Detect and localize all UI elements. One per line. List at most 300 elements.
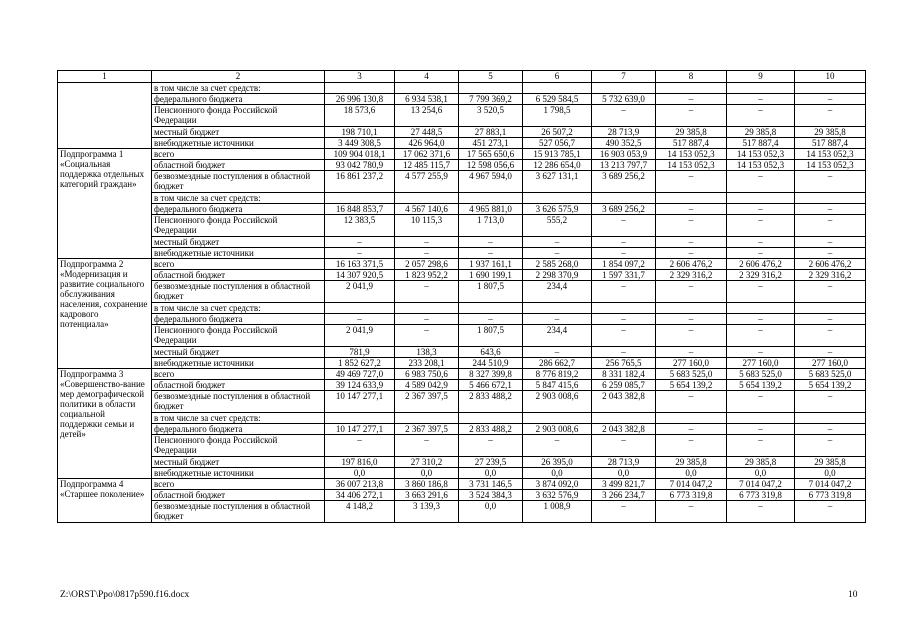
value-cell: 28 713,9 bbox=[592, 457, 656, 468]
value-cell: 244 510,9 bbox=[459, 358, 523, 369]
value-cell: – bbox=[795, 94, 866, 105]
value-cell: 3 731 146,5 bbox=[459, 479, 523, 490]
value-cell: 27 448,5 bbox=[395, 127, 459, 138]
value-cell: 1 597 331,7 bbox=[592, 270, 656, 281]
value-cell: 3 626 575,9 bbox=[523, 204, 592, 215]
value-cell: – bbox=[459, 314, 523, 325]
value-cell: 6 773 319,8 bbox=[656, 490, 727, 501]
value-cell: 3 524 384,3 bbox=[459, 490, 523, 501]
table-row bbox=[58, 259, 866, 270]
value-cell: 3 139,3 bbox=[395, 501, 459, 523]
program-name-cell: Подпрограмма 2 «Модернизация и развитие социального обслуживания населения, сохранение кадрового потенциала» bbox=[58, 259, 152, 369]
value-cell: – bbox=[592, 215, 656, 237]
funding-source-cell: всего bbox=[152, 149, 325, 160]
value-cell bbox=[727, 193, 795, 204]
value-cell: 2 367 397,5 bbox=[395, 391, 459, 413]
table-body bbox=[58, 83, 866, 523]
value-cell: – bbox=[395, 435, 459, 457]
value-cell: – bbox=[727, 391, 795, 413]
value-cell: – bbox=[727, 237, 795, 248]
value-cell: – bbox=[795, 501, 866, 523]
value-cell bbox=[325, 413, 395, 424]
value-cell: 3 632 576,9 bbox=[523, 490, 592, 501]
value-cell: 5 654 139,2 bbox=[795, 380, 866, 391]
value-cell: 27 239,5 bbox=[459, 457, 523, 468]
value-cell: 4 965 881,0 bbox=[459, 204, 523, 215]
value-cell: 39 124 633,9 bbox=[325, 380, 395, 391]
value-cell: 7 014 047,2 bbox=[795, 479, 866, 490]
value-cell: 34 406 272,1 bbox=[325, 490, 395, 501]
value-cell: 0,0 bbox=[395, 468, 459, 479]
value-cell: – bbox=[795, 204, 866, 215]
value-cell: 29 385,8 bbox=[795, 457, 866, 468]
value-cell: – bbox=[656, 204, 727, 215]
value-cell: 3 689 256,2 bbox=[592, 171, 656, 193]
value-cell: 0,0 bbox=[523, 468, 592, 479]
funding-source-cell: областной бюджет bbox=[152, 380, 325, 391]
value-cell: 49 469 727,0 bbox=[325, 369, 395, 380]
value-cell: 17 062 371,6 bbox=[395, 149, 459, 160]
column-header: 1 bbox=[58, 71, 152, 83]
table-row bbox=[58, 347, 866, 358]
funding-source-cell: местный бюджет bbox=[152, 237, 325, 248]
value-cell bbox=[459, 303, 523, 314]
value-cell: 0,0 bbox=[459, 468, 523, 479]
value-cell bbox=[395, 83, 459, 94]
value-cell: 2 329 316,2 bbox=[656, 270, 727, 281]
value-cell: 6 529 584,5 bbox=[523, 94, 592, 105]
value-cell: 29 385,8 bbox=[727, 457, 795, 468]
table-row bbox=[58, 270, 866, 281]
value-cell: – bbox=[795, 105, 866, 127]
value-cell: 3 860 186,8 bbox=[395, 479, 459, 490]
table-row bbox=[58, 171, 866, 193]
value-cell: – bbox=[656, 281, 727, 303]
value-cell: 7 014 047,2 bbox=[656, 479, 727, 490]
value-cell: – bbox=[656, 347, 727, 358]
value-cell: – bbox=[727, 424, 795, 435]
value-cell: 517 887,4 bbox=[656, 138, 727, 149]
value-cell: 109 904 018,1 bbox=[325, 149, 395, 160]
value-cell bbox=[592, 83, 656, 94]
value-cell: 3 689 256,2 bbox=[592, 204, 656, 215]
value-cell bbox=[325, 193, 395, 204]
value-cell: 14 153 052,3 bbox=[656, 160, 727, 171]
value-cell: – bbox=[523, 248, 592, 259]
table-row bbox=[58, 83, 866, 94]
value-cell: – bbox=[395, 314, 459, 325]
table-row bbox=[58, 160, 866, 171]
table-row bbox=[58, 468, 866, 479]
value-cell: – bbox=[656, 94, 727, 105]
value-cell: 0,0 bbox=[656, 468, 727, 479]
value-cell: 5 466 672,1 bbox=[459, 380, 523, 391]
value-cell: – bbox=[656, 237, 727, 248]
value-cell bbox=[727, 413, 795, 424]
value-cell: 2 043 382,8 bbox=[592, 424, 656, 435]
value-cell: 29 385,8 bbox=[656, 127, 727, 138]
table-row bbox=[58, 105, 866, 127]
value-cell: 643,6 bbox=[459, 347, 523, 358]
value-cell: – bbox=[727, 204, 795, 215]
value-cell: 286 662,7 bbox=[523, 358, 592, 369]
value-cell: 4 577 255,9 bbox=[395, 171, 459, 193]
value-cell bbox=[656, 83, 727, 94]
table-header bbox=[58, 71, 866, 83]
value-cell: – bbox=[795, 248, 866, 259]
value-cell: 13 254,6 bbox=[395, 105, 459, 127]
value-cell: 18 573,6 bbox=[325, 105, 395, 127]
value-cell bbox=[727, 303, 795, 314]
value-cell bbox=[523, 303, 592, 314]
value-cell: – bbox=[656, 171, 727, 193]
value-cell: 1 807,5 bbox=[459, 325, 523, 347]
funding-source-cell: безвозмездные поступления в областной бюджет bbox=[152, 281, 325, 303]
value-cell: – bbox=[727, 105, 795, 127]
value-cell: 14 153 052,3 bbox=[727, 160, 795, 171]
value-cell: 2 903 008,6 bbox=[523, 391, 592, 413]
value-cell: – bbox=[592, 435, 656, 457]
value-cell: 1 690 199,1 bbox=[459, 270, 523, 281]
value-cell: 2 041,9 bbox=[325, 281, 395, 303]
value-cell: 1 798,5 bbox=[523, 105, 592, 127]
value-cell: 0,0 bbox=[727, 468, 795, 479]
table-row bbox=[58, 281, 866, 303]
value-cell: 10 147 277,1 bbox=[325, 424, 395, 435]
value-cell bbox=[795, 303, 866, 314]
value-cell: – bbox=[459, 237, 523, 248]
table-row bbox=[58, 479, 866, 490]
value-cell: – bbox=[395, 237, 459, 248]
value-cell: 2 298 370,9 bbox=[523, 270, 592, 281]
value-cell: 15 913 785,1 bbox=[523, 149, 592, 160]
value-cell: 0,0 bbox=[459, 501, 523, 523]
column-header: 10 bbox=[795, 71, 866, 83]
value-cell: 1 807,5 bbox=[459, 281, 523, 303]
value-cell: 28 713,9 bbox=[592, 127, 656, 138]
value-cell: 426 964,0 bbox=[395, 138, 459, 149]
value-cell: – bbox=[656, 248, 727, 259]
value-cell: 138,3 bbox=[395, 347, 459, 358]
value-cell: – bbox=[795, 347, 866, 358]
value-cell: 16 861 237,2 bbox=[325, 171, 395, 193]
value-cell bbox=[727, 83, 795, 94]
column-header: 4 bbox=[395, 71, 459, 83]
funding-source-cell: внебюджетные источники bbox=[152, 468, 325, 479]
funding-source-cell: внебюджетные источники bbox=[152, 358, 325, 369]
value-cell: 7 799 369,2 bbox=[459, 94, 523, 105]
value-cell: 14 153 052,3 bbox=[795, 160, 866, 171]
table-row bbox=[58, 138, 866, 149]
value-cell: – bbox=[395, 325, 459, 347]
table-row bbox=[58, 149, 866, 160]
value-cell: – bbox=[795, 314, 866, 325]
program-name-cell: Подпрограмма 4 «Старшее поколение» bbox=[58, 479, 152, 523]
table-row bbox=[58, 501, 866, 523]
value-cell: – bbox=[727, 314, 795, 325]
value-cell: – bbox=[727, 215, 795, 237]
value-cell: – bbox=[395, 248, 459, 259]
value-cell: 234,4 bbox=[523, 281, 592, 303]
value-cell: 3 449 308,5 bbox=[325, 138, 395, 149]
value-cell: 3 627 131,1 bbox=[523, 171, 592, 193]
value-cell: 517 887,4 bbox=[795, 138, 866, 149]
value-cell: 3 499 821,7 bbox=[592, 479, 656, 490]
value-cell: 277 160,0 bbox=[727, 358, 795, 369]
value-cell bbox=[395, 193, 459, 204]
value-cell: – bbox=[459, 435, 523, 457]
value-cell: 5 683 525,0 bbox=[727, 369, 795, 380]
funding-source-cell: федерального бюджета bbox=[152, 424, 325, 435]
value-cell: 27 883,1 bbox=[459, 127, 523, 138]
value-cell: – bbox=[656, 391, 727, 413]
funding-source-cell: в том числе за счет средств: bbox=[152, 193, 325, 204]
value-cell: 36 007 213,8 bbox=[325, 479, 395, 490]
value-cell: – bbox=[656, 105, 727, 127]
value-cell: 16 163 371,5 bbox=[325, 259, 395, 270]
value-cell bbox=[592, 413, 656, 424]
funding-source-cell: федерального бюджета bbox=[152, 314, 325, 325]
table-row bbox=[58, 457, 866, 468]
value-cell: – bbox=[523, 347, 592, 358]
table-row bbox=[58, 435, 866, 457]
value-cell: – bbox=[325, 248, 395, 259]
value-cell: – bbox=[592, 325, 656, 347]
table-row bbox=[58, 303, 866, 314]
value-cell: 2 329 316,2 bbox=[727, 270, 795, 281]
value-cell bbox=[656, 303, 727, 314]
value-cell bbox=[795, 83, 866, 94]
funding-source-cell: всего bbox=[152, 479, 325, 490]
value-cell: 1 008,9 bbox=[523, 501, 592, 523]
value-cell: – bbox=[395, 281, 459, 303]
value-cell bbox=[795, 193, 866, 204]
value-cell: 197 816,0 bbox=[325, 457, 395, 468]
value-cell bbox=[325, 83, 395, 94]
value-cell: 14 153 052,3 bbox=[795, 149, 866, 160]
value-cell: – bbox=[592, 248, 656, 259]
value-cell: 1 823 952,2 bbox=[395, 270, 459, 281]
value-cell: 17 565 650,6 bbox=[459, 149, 523, 160]
value-cell: 198 710,1 bbox=[325, 127, 395, 138]
funding-source-cell: местный бюджет bbox=[152, 457, 325, 468]
value-cell: 10 115,3 bbox=[395, 215, 459, 237]
table-row bbox=[58, 380, 866, 391]
value-cell bbox=[325, 303, 395, 314]
program-name-cell bbox=[58, 83, 152, 149]
value-cell: – bbox=[592, 237, 656, 248]
value-cell: – bbox=[592, 105, 656, 127]
value-cell: 3 874 092,0 bbox=[523, 479, 592, 490]
value-cell bbox=[523, 193, 592, 204]
funding-source-cell: федерального бюджета bbox=[152, 94, 325, 105]
value-cell: 5 654 139,2 bbox=[727, 380, 795, 391]
value-cell: – bbox=[325, 314, 395, 325]
value-cell: – bbox=[523, 314, 592, 325]
funding-source-cell: областной бюджет bbox=[152, 270, 325, 281]
value-cell: – bbox=[795, 281, 866, 303]
value-cell: – bbox=[727, 281, 795, 303]
value-cell: 8 327 399,8 bbox=[459, 369, 523, 380]
value-cell: 1 854 097,2 bbox=[592, 259, 656, 270]
value-cell: – bbox=[727, 248, 795, 259]
value-cell: 2 043 382,8 bbox=[592, 391, 656, 413]
table-row bbox=[58, 391, 866, 413]
value-cell: – bbox=[727, 94, 795, 105]
value-cell: – bbox=[795, 237, 866, 248]
table-row bbox=[58, 490, 866, 501]
value-cell: 3 663 291,6 bbox=[395, 490, 459, 501]
value-cell: 29 385,8 bbox=[795, 127, 866, 138]
value-cell: – bbox=[656, 215, 727, 237]
table-row bbox=[58, 358, 866, 369]
value-cell: 2 329 316,2 bbox=[795, 270, 866, 281]
value-cell: 4 589 042,9 bbox=[395, 380, 459, 391]
funding-source-cell: в том числе за счет средств: bbox=[152, 413, 325, 424]
value-cell bbox=[395, 413, 459, 424]
value-cell: 14 307 920,5 bbox=[325, 270, 395, 281]
value-cell: – bbox=[727, 347, 795, 358]
value-cell: – bbox=[795, 424, 866, 435]
table-row bbox=[58, 215, 866, 237]
value-cell: 93 042 780,9 bbox=[325, 160, 395, 171]
value-cell: 256 765,5 bbox=[592, 358, 656, 369]
value-cell: 3 520,5 bbox=[459, 105, 523, 127]
value-cell: 12 383,5 bbox=[325, 215, 395, 237]
value-cell: 0,0 bbox=[325, 468, 395, 479]
funding-source-cell: местный бюджет bbox=[152, 347, 325, 358]
value-cell: 0,0 bbox=[795, 468, 866, 479]
funding-source-cell: внебюджетные источники bbox=[152, 248, 325, 259]
value-cell: 27 310,2 bbox=[395, 457, 459, 468]
table-row bbox=[58, 193, 866, 204]
value-cell: 5 683 525,0 bbox=[795, 369, 866, 380]
value-cell bbox=[459, 83, 523, 94]
program-name-cell: Подпрограмма 1 «Социальная поддержка отдельных категорий граждан» bbox=[58, 149, 152, 259]
value-cell: 5 654 139,2 bbox=[656, 380, 727, 391]
table-row bbox=[58, 413, 866, 424]
value-cell: 5 732 639,0 bbox=[592, 94, 656, 105]
value-cell: 490 352,5 bbox=[592, 138, 656, 149]
funding-source-cell: всего bbox=[152, 259, 325, 270]
value-cell: – bbox=[656, 325, 727, 347]
funding-source-cell: Пенсионного фонда Российской Федерации bbox=[152, 105, 325, 127]
value-cell: – bbox=[795, 171, 866, 193]
funding-source-cell: Пенсионного фонда Российской Федерации bbox=[152, 325, 325, 347]
funding-source-cell: всего bbox=[152, 369, 325, 380]
funding-source-cell: безвозмездные поступления в областной бюджет bbox=[152, 501, 325, 523]
value-cell: 5 847 415,6 bbox=[523, 380, 592, 391]
value-cell: 6 934 538,1 bbox=[395, 94, 459, 105]
value-cell: – bbox=[727, 501, 795, 523]
value-cell: 16 848 853,7 bbox=[325, 204, 395, 215]
table-row bbox=[58, 204, 866, 215]
funding-source-cell: в том числе за счет средств: bbox=[152, 303, 325, 314]
value-cell: 277 160,0 bbox=[656, 358, 727, 369]
value-cell: 451 273,1 bbox=[459, 138, 523, 149]
value-cell: – bbox=[592, 281, 656, 303]
funding-source-cell: областной бюджет bbox=[152, 160, 325, 171]
value-cell: 2 057 298,6 bbox=[395, 259, 459, 270]
value-cell: – bbox=[592, 501, 656, 523]
value-cell: 517 887,4 bbox=[727, 138, 795, 149]
value-cell bbox=[656, 413, 727, 424]
value-cell bbox=[592, 303, 656, 314]
value-cell: 1 713,0 bbox=[459, 215, 523, 237]
value-cell: 2 041,9 bbox=[325, 325, 395, 347]
value-cell: 1 937 161,1 bbox=[459, 259, 523, 270]
value-cell: 12 598 056,6 bbox=[459, 160, 523, 171]
value-cell: 2 833 488,2 bbox=[459, 424, 523, 435]
value-cell: 3 266 234,7 bbox=[592, 490, 656, 501]
value-cell: 4 567 140,6 bbox=[395, 204, 459, 215]
funding-source-cell: в том числе за счет средств: bbox=[152, 83, 325, 94]
column-header: 9 bbox=[727, 71, 795, 83]
value-cell: 527 056,7 bbox=[523, 138, 592, 149]
value-cell: – bbox=[795, 435, 866, 457]
value-cell: 234,4 bbox=[523, 325, 592, 347]
value-cell bbox=[523, 413, 592, 424]
funding-source-cell: Пенсионного фонда Российской Федерации bbox=[152, 435, 325, 457]
value-cell: 2 903 008,6 bbox=[523, 424, 592, 435]
value-cell: – bbox=[592, 347, 656, 358]
funding-source-cell: местный бюджет bbox=[152, 127, 325, 138]
value-cell: 26 996 130,8 bbox=[325, 94, 395, 105]
column-header: 8 bbox=[656, 71, 727, 83]
value-cell: – bbox=[325, 237, 395, 248]
footer-page-number: 10 bbox=[848, 590, 858, 600]
value-cell: 2 606 476,2 bbox=[656, 259, 727, 270]
value-cell: 2 606 476,2 bbox=[727, 259, 795, 270]
value-cell: – bbox=[795, 391, 866, 413]
table-row bbox=[58, 248, 866, 259]
column-header: 3 bbox=[325, 71, 395, 83]
value-cell: 277 160,0 bbox=[795, 358, 866, 369]
value-cell: 5 683 525,0 bbox=[656, 369, 727, 380]
value-cell bbox=[395, 303, 459, 314]
column-header: 5 bbox=[459, 71, 523, 83]
value-cell bbox=[592, 193, 656, 204]
value-cell: 12 485 115,7 bbox=[395, 160, 459, 171]
funding-source-cell: федерального бюджета bbox=[152, 204, 325, 215]
value-cell: 26 395,0 bbox=[523, 457, 592, 468]
value-cell bbox=[795, 413, 866, 424]
value-cell: 555,2 bbox=[523, 215, 592, 237]
value-cell: – bbox=[795, 215, 866, 237]
value-cell: 13 213 797,7 bbox=[592, 160, 656, 171]
value-cell: – bbox=[727, 171, 795, 193]
funding-source-cell: безвозмездные поступления в областной бюджет bbox=[152, 171, 325, 193]
table-row bbox=[58, 424, 866, 435]
header-row bbox=[58, 71, 866, 83]
value-cell: – bbox=[523, 435, 592, 457]
value-cell: 14 153 052,3 bbox=[656, 149, 727, 160]
value-cell: 6 259 085,7 bbox=[592, 380, 656, 391]
value-cell: 6 773 319,8 bbox=[727, 490, 795, 501]
value-cell: 14 153 052,3 bbox=[727, 149, 795, 160]
value-cell: 6 983 750,6 bbox=[395, 369, 459, 380]
value-cell: – bbox=[325, 435, 395, 457]
funding-source-cell: внебюджетные источники bbox=[152, 138, 325, 149]
value-cell: 4 148,2 bbox=[325, 501, 395, 523]
value-cell: – bbox=[656, 314, 727, 325]
value-cell: – bbox=[656, 424, 727, 435]
funding-source-cell: Пенсионного фонда Российской Федерации bbox=[152, 215, 325, 237]
value-cell: 29 385,8 bbox=[727, 127, 795, 138]
value-cell: 26 507,2 bbox=[523, 127, 592, 138]
value-cell: 29 385,8 bbox=[656, 457, 727, 468]
funding-source-cell: безвозмездные поступления в областной бюджет bbox=[152, 391, 325, 413]
